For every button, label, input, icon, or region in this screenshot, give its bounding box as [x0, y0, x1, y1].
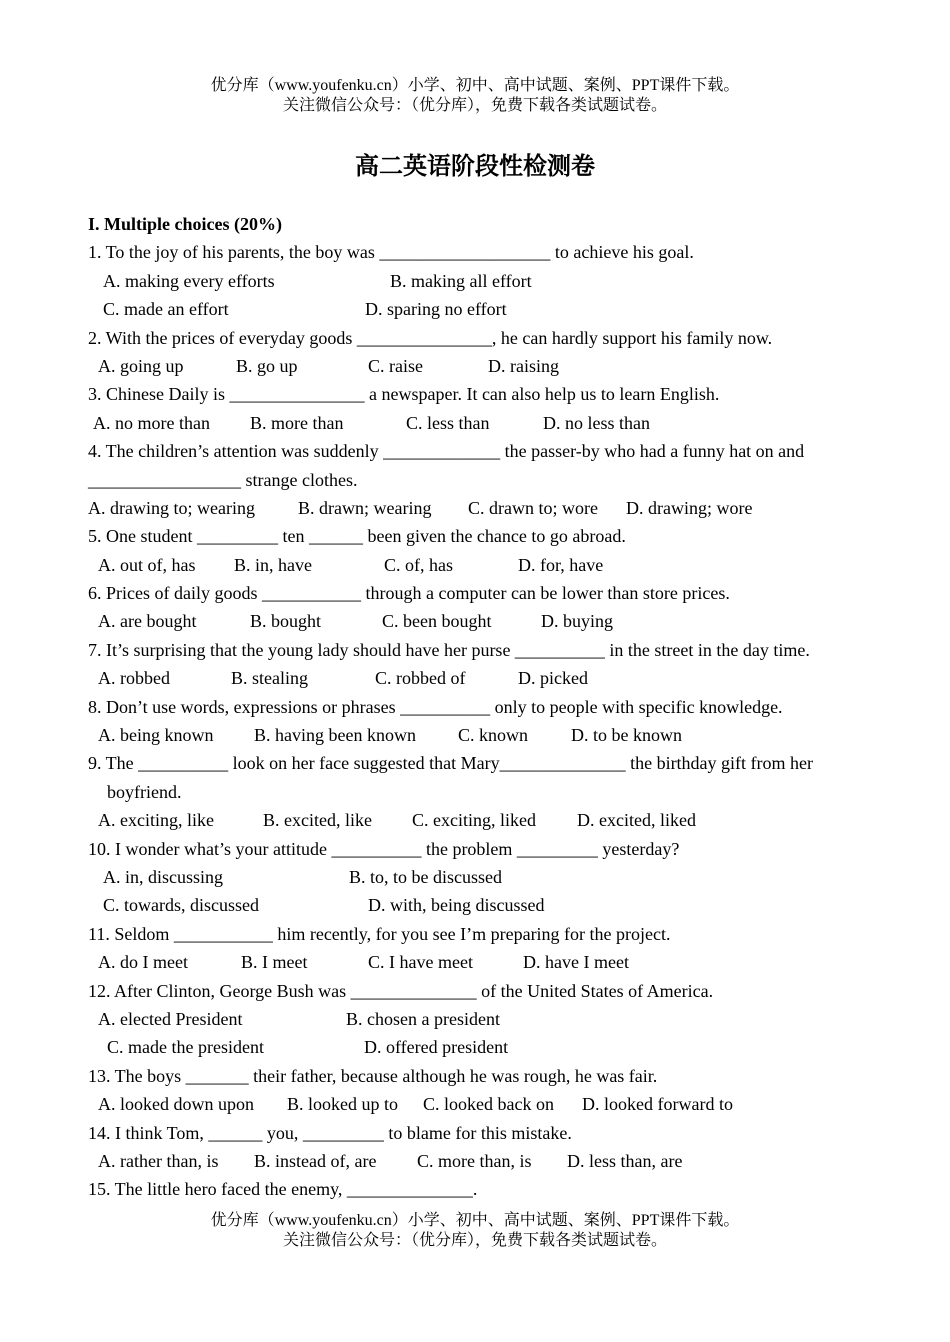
question-8: 8. Don’t use words, expressions or phrases __________ only to people with specific knowledge. [88, 696, 783, 717]
footer-line-1: 优分库（www.youfenku.cn）小学、初中、高中试题、案例、PPT课件下载。 [210, 1212, 740, 1229]
options-12b [88, 1033, 868, 1061]
option-1-a: A. making every efforts [103, 270, 275, 291]
option-12-a: A. elected President [98, 1008, 243, 1029]
option-4-b: B. drawn; wearing [298, 497, 432, 518]
options-5 [88, 551, 868, 579]
options-12a [88, 1005, 868, 1033]
option-14-c: C. more than, is [417, 1150, 532, 1171]
option-11-a: A. do I meet [98, 952, 188, 973]
options-1b [88, 295, 868, 323]
option-14-d: D. less than, are [567, 1150, 683, 1171]
option-13-c: C. looked back on [423, 1094, 554, 1115]
question-6: 6. Prices of daily goods ___________ through a computer can be lower than store prices. [88, 583, 730, 604]
option-12-b: B. chosen a president [346, 1008, 500, 1029]
options-9 [88, 806, 868, 834]
options-14 [88, 1147, 868, 1175]
option-5-b: B. in, have [234, 554, 312, 575]
exam-title: 高二英语阶段性检测卷 [355, 154, 595, 180]
option-5-d: D. for, have [518, 554, 604, 575]
option-7-b: B. stealing [231, 668, 308, 689]
option-1-d: D. sparing no effort [365, 299, 507, 320]
options-3 [88, 409, 868, 437]
option-6-d: D. buying [541, 611, 613, 632]
option-11-c: C. I have meet [368, 952, 473, 973]
question-9: 9. The __________ look on her face suggested that Mary______________ the birthday gift from her [88, 753, 814, 774]
option-11-b: B. I meet [241, 952, 308, 973]
option-8-a: A. being known [98, 725, 214, 746]
question-4-stem-2: _________________ strange clothes. [88, 469, 358, 490]
question-14: 14. I think Tom, ______ you, _________ to blame for this mistake. [88, 1122, 572, 1143]
options-11 [88, 948, 868, 976]
option-13-a: A. looked down upon [98, 1094, 254, 1115]
option-3-d: D. no less than [543, 412, 650, 433]
option-1-c: C. made an effort [103, 299, 229, 320]
option-9-d: D. excited, liked [577, 810, 696, 831]
question-3: 3. Chinese Daily is _______________ a newspaper. It can also help us to learn English. [88, 384, 720, 405]
question-9-stem-2: boyfriend. [107, 781, 182, 802]
option-8-b: B. having been known [254, 725, 416, 746]
option-9-c: C. exciting, liked [412, 810, 536, 831]
option-7-a: A. robbed [98, 668, 170, 689]
option-6-a: A. are bought [98, 611, 197, 632]
page-footer [0, 1211, 950, 1251]
option-13-b: B. looked up to [287, 1094, 398, 1115]
question-10: 10. I wonder what’s your attitude __________ the problem _________ yesterday? [88, 838, 680, 859]
question-13: 13. The boys _______ their father, because although he was rough, he was fair. [88, 1065, 658, 1086]
options-2 [88, 352, 868, 380]
option-7-d: D. picked [518, 668, 588, 689]
question-15: 15. The little hero faced the enemy, ______________. [88, 1179, 478, 1200]
option-4-c: C. drawn to; wore [468, 497, 598, 518]
options-8 [88, 721, 868, 749]
option-5-a: A. out of, has [98, 554, 196, 575]
option-7-c: C. robbed of [375, 668, 466, 689]
options-1a [88, 267, 868, 295]
option-1-b: B. making all effort [390, 270, 532, 291]
option-2-a: A. going up [98, 355, 184, 376]
option-9-a: A. exciting, like [98, 810, 214, 831]
option-2-b: B. go up [236, 355, 298, 376]
option-9-b: B. excited, like [263, 810, 372, 831]
option-14-b: B. instead of, are [254, 1150, 377, 1171]
option-10-d: D. with, being discussed [368, 895, 545, 916]
section-heading: I. Multiple choices (20%) [88, 214, 282, 234]
option-5-c: C. of, has [384, 554, 453, 575]
footer-line-2: 关注微信公众号：（优分库），免费下载各类试题试卷。 [282, 1232, 667, 1249]
option-10-c: C. towards, discussed [103, 895, 259, 916]
question-2: 2. With the prices of everyday goods _______________, he can hardly support his family now. [88, 327, 773, 348]
options-10b [88, 891, 868, 919]
question-9-continued [88, 778, 868, 806]
option-14-a: A. rather than, is [98, 1150, 219, 1171]
option-2-c: C. raise [368, 355, 423, 376]
header-line-2: 关注微信公众号：（优分库），免费下载各类试题试卷。 [282, 97, 667, 114]
option-10-a: A. in, discussing [103, 866, 224, 887]
option-3-a: A. no more than [93, 412, 210, 433]
option-10-b: B. to, to be discussed [349, 866, 502, 887]
option-13-d: D. looked forward to [582, 1094, 733, 1115]
question-4: 4. The children’s attention was suddenly _____________ the passer-by who had a funny hat on and [88, 441, 805, 462]
question-1: 1. To the joy of his parents, the boy was ___________________ to achieve his goal. [88, 242, 694, 263]
question-list [88, 210, 868, 1204]
option-3-b: B. more than [250, 412, 344, 433]
options-10a [88, 863, 868, 891]
options-7 [88, 664, 868, 692]
options-4 [88, 494, 868, 522]
option-4-a: A. drawing to; wearing [88, 497, 255, 518]
option-6-c: C. been bought [382, 611, 492, 632]
option-2-d: D. raising [488, 355, 559, 376]
option-3-c: C. less than [406, 412, 490, 433]
option-6-b: B. bought [250, 611, 322, 632]
question-11: 11. Seldom ___________ him recently, for you see I’m preparing for the project. [88, 923, 671, 944]
option-4-d: D. drawing; wore [626, 497, 753, 518]
option-12-d: D. offered president [364, 1037, 509, 1058]
question-7: 7. It’s surprising that the young lady should have her purse __________ in the street in the day time. [88, 639, 810, 660]
question-4-continued [88, 466, 868, 494]
options-13 [88, 1090, 868, 1118]
options-6 [88, 607, 868, 635]
page-header [0, 76, 950, 116]
question-12: 12. After Clinton, George Bush was ______________ of the United States of America. [88, 980, 714, 1001]
header-line-1: 优分库（www.youfenku.cn）小学、初中、高中试题、案例、PPT课件下载。 [210, 77, 740, 94]
option-12-c: C. made the president [107, 1037, 264, 1058]
option-11-d: D. have I meet [523, 952, 629, 973]
option-8-d: D. to be known [571, 725, 682, 746]
question-5: 5. One student _________ ten ______ been given the chance to go abroad. [88, 526, 626, 547]
option-8-c: C. known [458, 725, 529, 746]
